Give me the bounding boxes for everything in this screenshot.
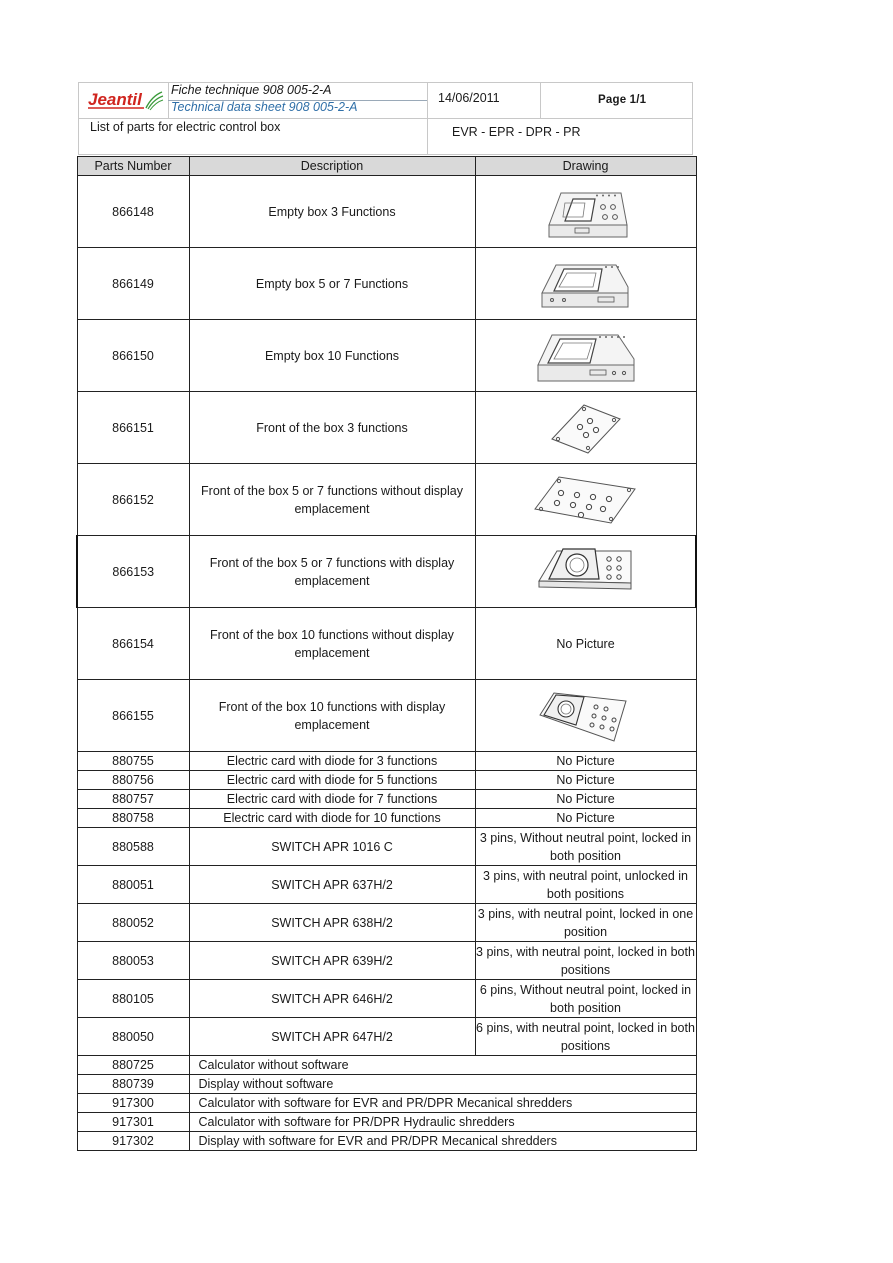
part-number: 917301: [77, 1113, 189, 1132]
brand-logo-text: Jeantil: [88, 90, 142, 109]
table-row: [77, 320, 696, 392]
table-row: [77, 248, 696, 320]
part-description: Calculator with software for EVR and PR/DPR Mecanical shredders: [189, 1094, 696, 1113]
document-date: 14/06/2011: [438, 91, 500, 105]
table-row: [77, 980, 696, 1018]
table-row: [77, 680, 696, 752]
empty-box-10-drawing: [534, 325, 638, 387]
part-number: 880725: [77, 1056, 189, 1075]
part-description: Electric card with diode for 3 functions: [189, 752, 475, 771]
part-number: 880739: [77, 1075, 189, 1094]
part-number: 866153: [77, 536, 189, 608]
table-row: [77, 536, 696, 608]
model-list: EVR - EPR - DPR - PR: [452, 125, 581, 139]
table-row: [77, 1132, 696, 1151]
header-divider: [78, 118, 693, 119]
part-description: SWITCH APR 639H/2: [189, 942, 475, 980]
part-number: 866150: [77, 320, 189, 392]
part-drawing: [475, 464, 696, 536]
part-drawing-text: 3 pins, Without neutral point, locked in both position: [475, 828, 696, 866]
part-description: Calculator without software: [189, 1056, 696, 1075]
table-row: [77, 392, 696, 464]
part-description: Electric card with diode for 5 functions: [189, 771, 475, 790]
front-plate-5-7-drawing: [531, 469, 641, 531]
part-drawing-text: No Picture: [475, 771, 696, 790]
part-number: 880756: [77, 771, 189, 790]
part-drawing: [475, 536, 696, 608]
part-drawing-text: 6 pins, Without neutral point, locked in both position: [475, 980, 696, 1018]
table-row: [77, 1018, 696, 1056]
list-title: List of parts for electric control box: [90, 120, 281, 134]
part-number: 880757: [77, 790, 189, 809]
front-plate-10-display-drawing: [536, 685, 636, 747]
part-drawing: [475, 320, 696, 392]
table-row: [77, 771, 696, 790]
part-description: Display without software: [189, 1075, 696, 1094]
part-description: SWITCH APR 1016 C: [189, 828, 475, 866]
part-number: 880053: [77, 942, 189, 980]
page-number: Page 1/1: [598, 94, 647, 106]
column-header-drawing: Drawing: [475, 157, 696, 176]
part-drawing-text: 3 pins, with neutral point, locked in both positions: [475, 942, 696, 980]
part-number: 880052: [77, 904, 189, 942]
part-description: SWITCH APR 638H/2: [189, 904, 475, 942]
table-header-row: [77, 157, 696, 176]
part-number: 880051: [77, 866, 189, 904]
part-number: 866152: [77, 464, 189, 536]
part-drawing-text: 3 pins, with neutral point, unlocked in both positions: [475, 866, 696, 904]
part-drawing-text: No Picture: [475, 809, 696, 828]
part-drawing: [475, 680, 696, 752]
column-header-description: Description: [189, 157, 475, 176]
part-drawing-text: 6 pins, with neutral point, locked in both positions: [475, 1018, 696, 1056]
empty-box-3-drawing: [541, 181, 631, 243]
part-description: Front of the box 10 functions without display emplacement: [189, 608, 475, 680]
part-number: 880105: [77, 980, 189, 1018]
table-row: [77, 828, 696, 866]
part-drawing: [475, 392, 696, 464]
front-plate-3-drawing: [546, 397, 626, 459]
part-description: Display with software for EVR and PR/DPR Mecanical shredders: [189, 1132, 696, 1151]
part-drawing-text: No Picture: [475, 752, 696, 771]
part-description: Calculator with software for PR/DPR Hydraulic shredders: [189, 1113, 696, 1132]
part-description: Front of the box 5 or 7 functions with display emplacement: [189, 536, 475, 608]
table-row: [77, 176, 696, 248]
part-number: 866155: [77, 680, 189, 752]
part-drawing-text: No Picture: [475, 790, 696, 809]
table-row: [77, 1094, 696, 1113]
table-row: [77, 608, 696, 680]
table-row: [77, 942, 696, 980]
technical-sheet-title: Technical data sheet 908 005-2-A: [171, 100, 358, 114]
fiche-technique-title: Fiche technique 908 005-2-A: [171, 83, 332, 97]
part-number: 880050: [77, 1018, 189, 1056]
table-row: [77, 904, 696, 942]
part-description: Front of the box 5 or 7 functions without display emplacement: [189, 464, 475, 536]
part-number: 866151: [77, 392, 189, 464]
part-number: 880588: [77, 828, 189, 866]
part-description: Front of the box 10 functions with display emplacement: [189, 680, 475, 752]
part-number: 880758: [77, 809, 189, 828]
part-description: Empty box 3 Functions: [189, 176, 475, 248]
part-description: SWITCH APR 646H/2: [189, 980, 475, 1018]
part-number: 866154: [77, 608, 189, 680]
table-row: [77, 1113, 696, 1132]
part-description: Front of the box 3 functions: [189, 392, 475, 464]
part-description: Empty box 10 Functions: [189, 320, 475, 392]
table-row: [77, 1075, 696, 1094]
part-drawing: [475, 176, 696, 248]
header-divider: [427, 82, 428, 155]
part-drawing-text: No Picture: [475, 608, 696, 680]
part-description: Empty box 5 or 7 Functions: [189, 248, 475, 320]
part-number: 917302: [77, 1132, 189, 1151]
column-header-part: Parts Number: [77, 157, 189, 176]
table-row: [77, 790, 696, 809]
part-drawing-text: 3 pins, with neutral point, locked in one position: [475, 904, 696, 942]
front-plate-5-7-display-drawing: [533, 541, 637, 603]
part-description: SWITCH APR 637H/2: [189, 866, 475, 904]
part-description: SWITCH APR 647H/2: [189, 1018, 475, 1056]
part-description: Electric card with diode for 10 functions: [189, 809, 475, 828]
table-row: [77, 866, 696, 904]
header-divider: [540, 82, 541, 119]
part-number: 866148: [77, 176, 189, 248]
part-number: 917300: [77, 1094, 189, 1113]
table-row: [77, 752, 696, 771]
part-number: 880755: [77, 752, 189, 771]
table-row: [77, 464, 696, 536]
parts-table: [76, 156, 697, 1151]
part-description: Electric card with diode for 7 functions: [189, 790, 475, 809]
table-row: [77, 1056, 696, 1075]
jeantil-logo: [86, 86, 164, 114]
part-drawing: [475, 248, 696, 320]
empty-box-5-7-drawing: [536, 253, 636, 315]
table-row: [77, 809, 696, 828]
part-number: 866149: [77, 248, 189, 320]
